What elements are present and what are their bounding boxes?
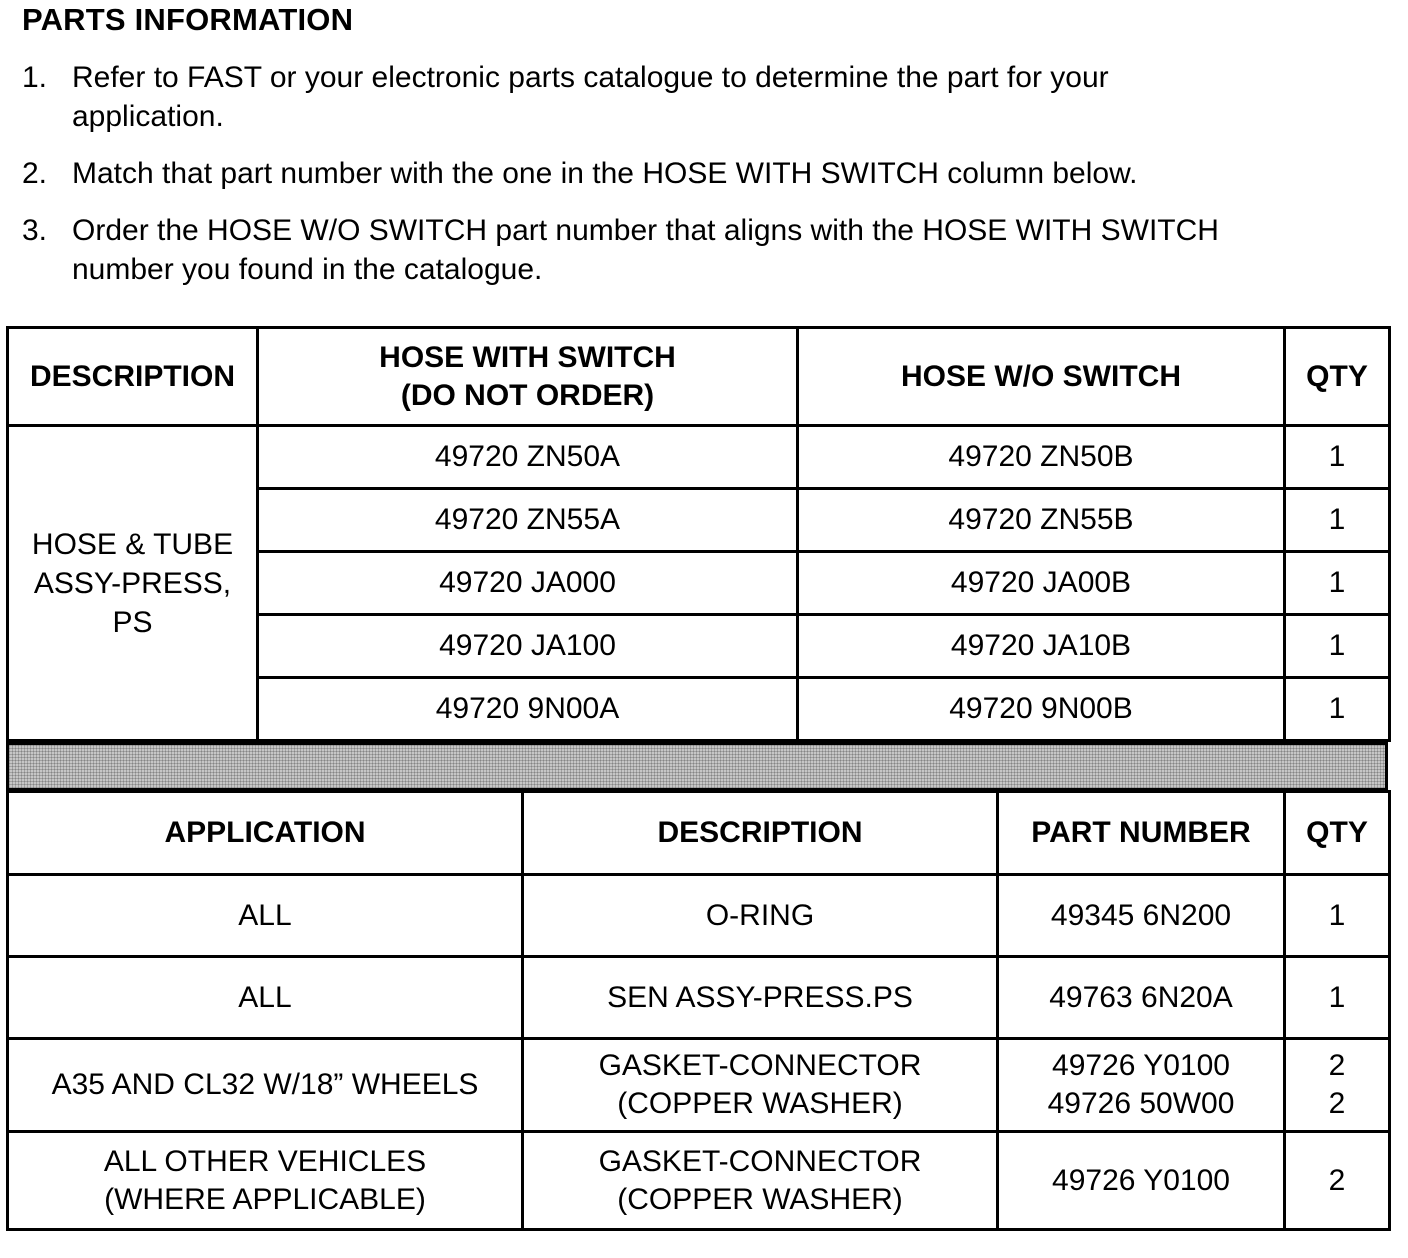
table-row [8,1039,1390,1132]
part-number-cell: 49726 Y0100 [998,1132,1285,1230]
description-cell [523,1132,998,1230]
cell-line: 49726 Y0100 [1052,1049,1230,1082]
header-hose-with-switch [258,328,798,426]
step-text-line-1: Match that part number with the one in the HOSE WITH SWITCH column below. [72,157,1138,190]
cell-line: 2 [1328,1049,1346,1082]
cell-line: (COPPER WASHER) [617,1087,903,1120]
application-cell: A35 AND CL32 W/18” WHEELS [8,1039,523,1132]
table-row [8,1132,1390,1230]
qty-cell: 1 [1285,489,1390,552]
header-qty: QTY [1285,792,1390,875]
instruction-step-1 [22,58,1382,136]
qty-cell: 1 [1285,957,1390,1039]
header-description: DESCRIPTION [8,328,258,426]
qty-cell [1285,1039,1390,1132]
step-text-line-2: application. [72,100,224,133]
with-switch-cell: 49720 JA100 [258,615,798,678]
step-text-line-1: Order the HOSE W/O SWITCH part number that aligns with the HOSE WITH SWITCH [72,214,1219,247]
application-cell: ALL [8,957,523,1039]
cell-line: GASKET-CONNECTOR [598,1144,922,1178]
table-header-row [8,792,1390,875]
part-number-cell [998,1039,1285,1132]
header-application: APPLICATION [8,792,523,875]
header-part-number: PART NUMBER [998,792,1285,875]
qty-cell: 1 [1285,552,1390,615]
step-text-line-2: number you found in the catalogue. [72,253,543,286]
cell-line: 2 [1328,1087,1346,1120]
cell-line: GASKET-CONNECTOR [598,1049,922,1082]
table-row [8,957,1390,1039]
step-text-line-1: Refer to FAST or your electronic parts catalogue to determine the part for your [72,61,1109,94]
cell-line: ALL OTHER VEHICLES [103,1144,427,1178]
qty-cell: 1 [1285,615,1390,678]
with-switch-cell: 49720 JA000 [258,552,798,615]
page-heading: PARTS INFORMATION [22,2,354,37]
hose-parts-table [6,326,1391,742]
description-cell [523,1039,998,1132]
step-number: 3. [22,214,48,247]
description-line: HOSE & TUBE [31,527,234,561]
header-description: DESCRIPTION [523,792,998,875]
cell-line: (WHERE APPLICABLE) [104,1182,426,1216]
step-number: 2. [22,157,48,190]
table-header-row [8,328,1390,426]
instruction-step-2 [22,154,1382,193]
description-cell: SEN ASSY-PRESS.PS [523,957,998,1039]
table-row [8,426,1390,489]
without-switch-cell: 49720 ZN50B [798,426,1285,489]
without-switch-cell: 49720 JA00B [798,552,1285,615]
table-row [8,875,1390,957]
instruction-list [22,58,1382,307]
header-qty: QTY [1285,328,1390,426]
qty-cell: 1 [1285,426,1390,489]
description-line: ASSY-PRESS, [33,566,232,600]
step-number: 1. [22,61,48,94]
hose-description-cell [8,426,258,741]
header-line: HOSE WITH SWITCH [379,340,676,374]
application-cell [8,1132,523,1230]
description-line: PS [112,605,153,639]
header-line: (DO NOT ORDER) [400,378,655,412]
instruction-step-3 [22,211,1382,289]
header-hose-without-switch: HOSE W/O SWITCH [798,328,1285,426]
without-switch-cell: 49720 9N00B [798,678,1285,741]
with-switch-cell: 49720 9N00A [258,678,798,741]
additional-parts-table [6,790,1391,1231]
part-number-cell: 49763 6N20A [998,957,1285,1039]
qty-cell: 1 [1285,875,1390,957]
without-switch-cell: 49720 JA10B [798,615,1285,678]
with-switch-cell: 49720 ZN55A [258,489,798,552]
without-switch-cell: 49720 ZN55B [798,489,1285,552]
qty-cell: 2 [1285,1132,1390,1230]
qty-cell: 1 [1285,678,1390,741]
application-cell: ALL [8,875,523,957]
description-cell: O-RING [523,875,998,957]
with-switch-cell: 49720 ZN50A [258,426,798,489]
separator-band [6,742,1388,791]
part-number-cell: 49345 6N200 [998,875,1285,957]
cell-line: 49726 50W00 [1047,1087,1235,1120]
cell-line: (COPPER WASHER) [617,1182,903,1216]
